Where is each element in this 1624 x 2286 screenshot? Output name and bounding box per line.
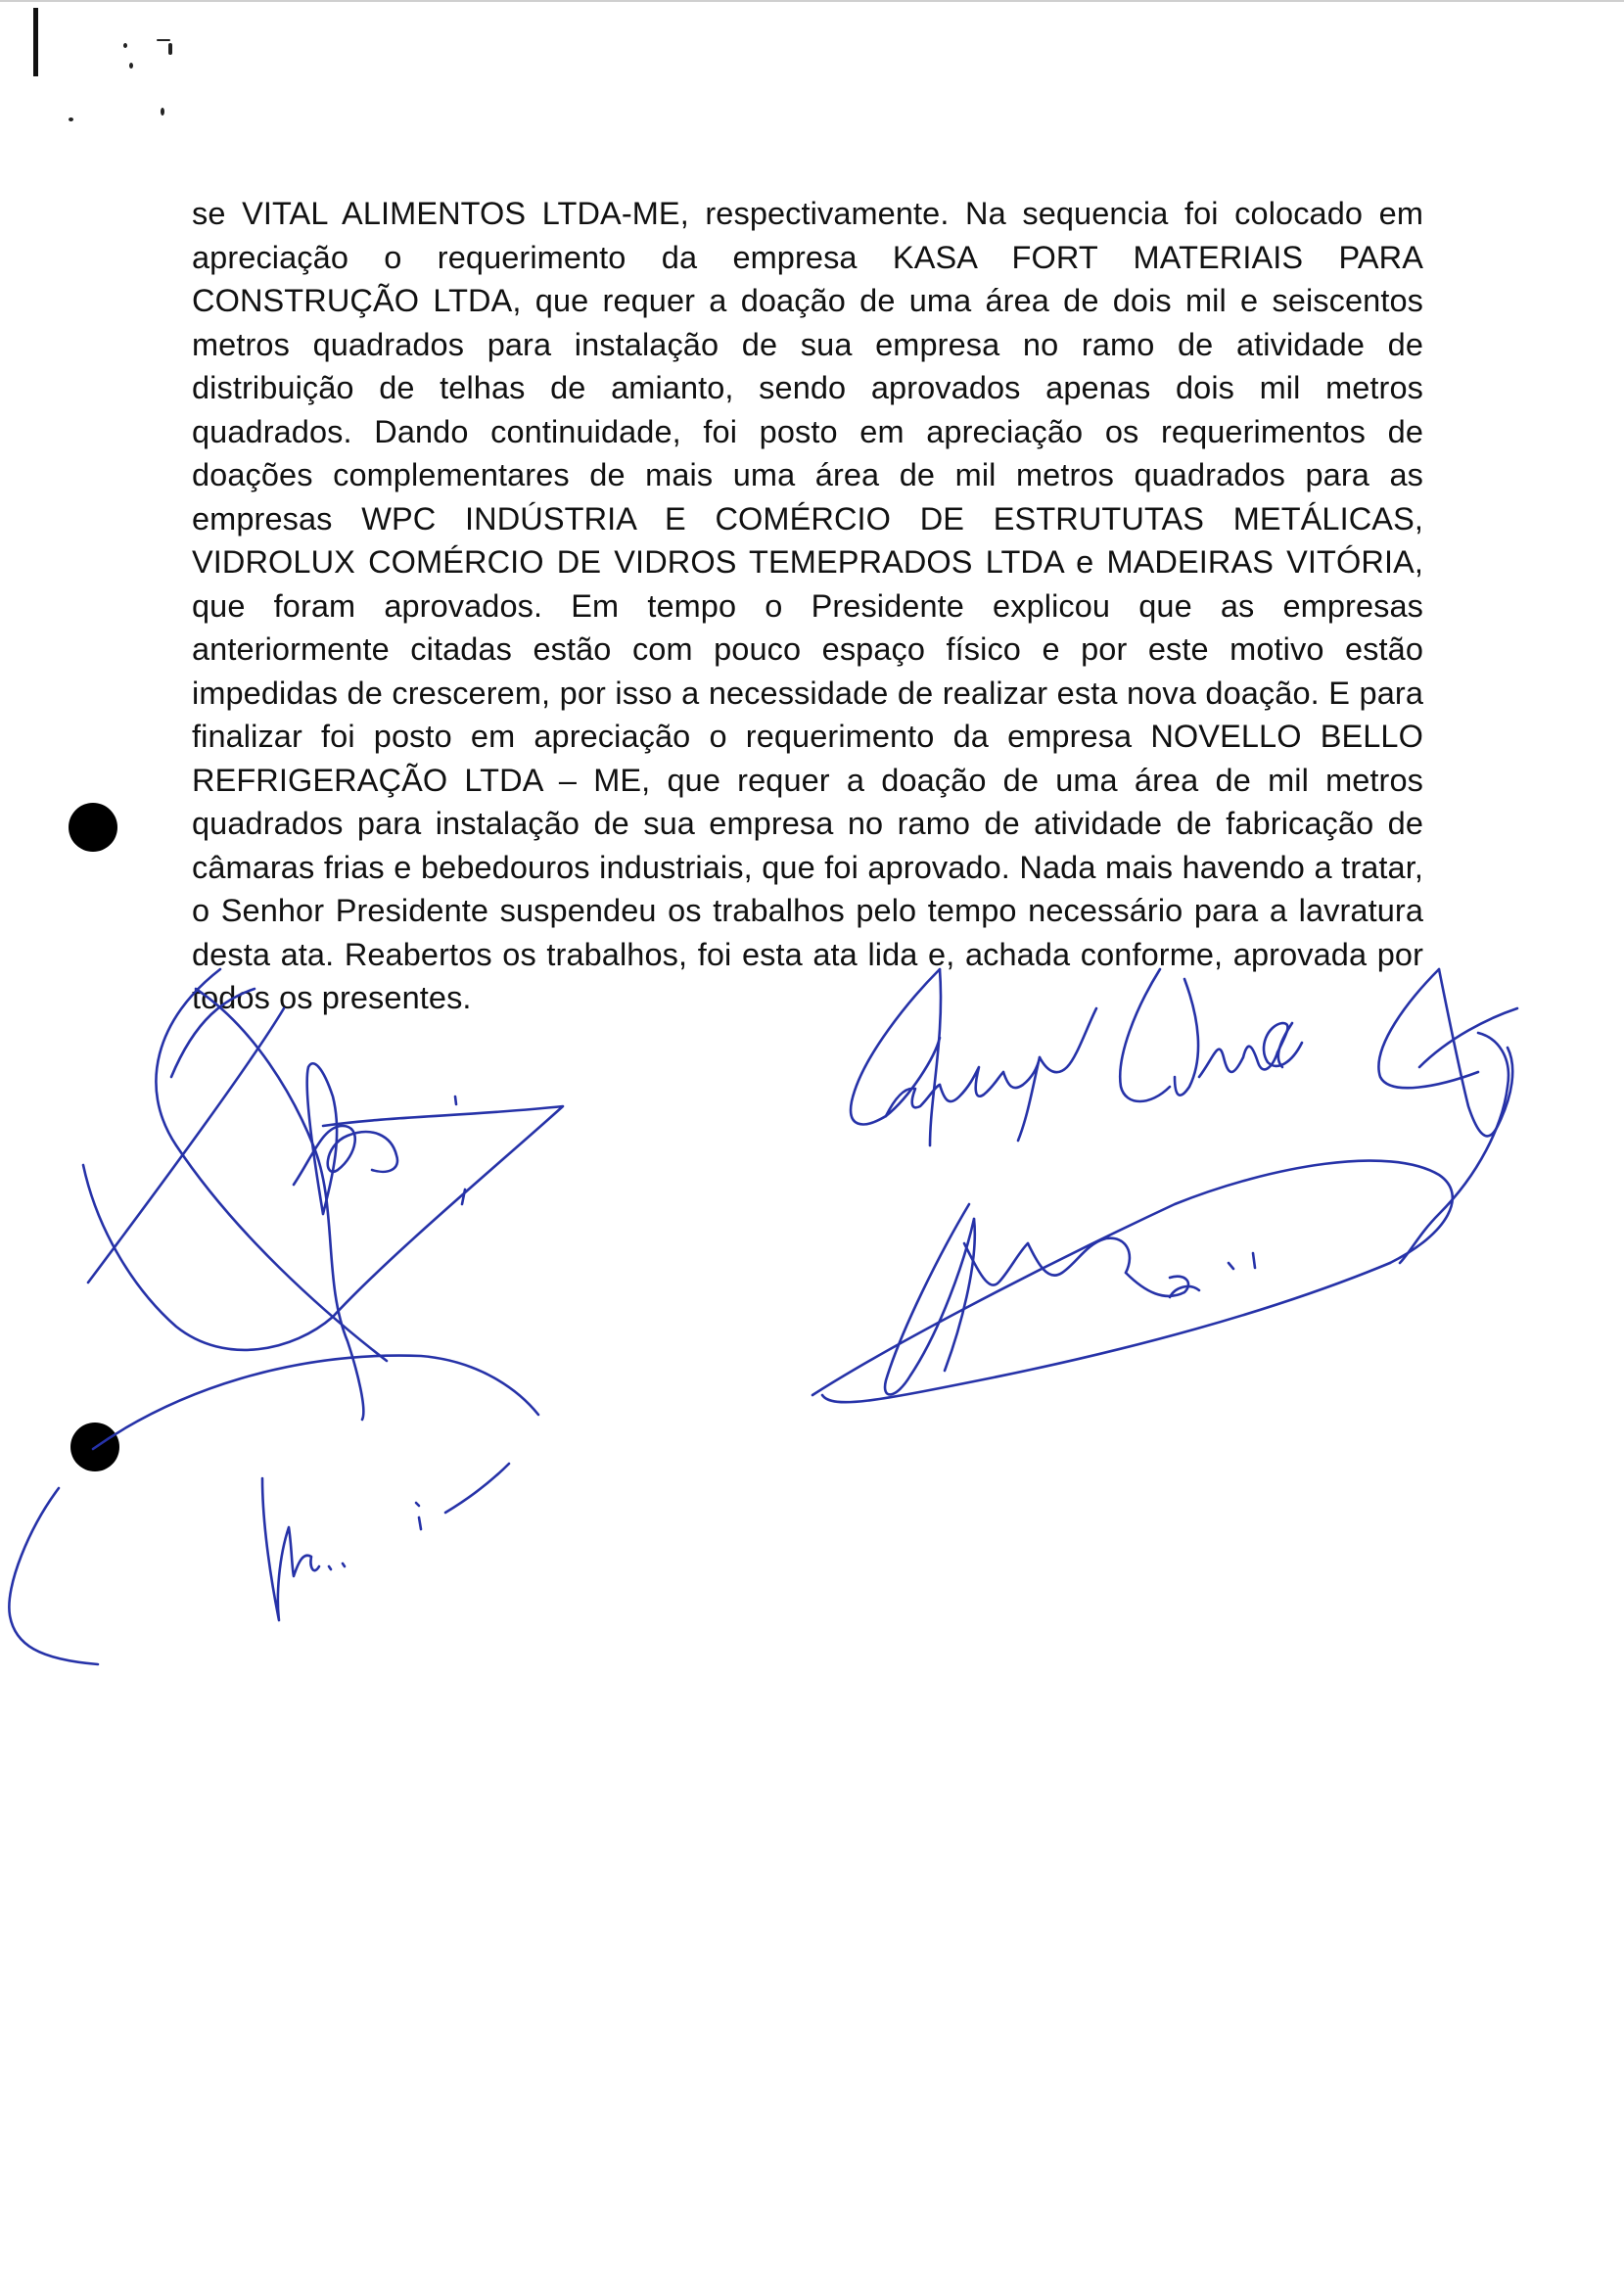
scan-speck (161, 108, 164, 116)
scan-speck (69, 117, 73, 121)
scan-speck (157, 39, 170, 41)
scan-speck (168, 43, 172, 55)
scan-speck (123, 43, 127, 48)
signature-right-lower (812, 1161, 1453, 1403)
punch-hole (70, 1423, 119, 1471)
scan-speck (129, 63, 133, 69)
document-body-text: se VITAL ALIMENTOS LTDA-ME, respectivamente. Na sequencia foi colocado em apreciação o requerimento da empresa KASA FORT MATERIAIS PARA CONSTRUÇÃO LTDA, que requer a doação de uma área de dois mil e seiscentos metros quadrados para instalação de sua empresa no ramo de atividade de distribuição de telhas de amianto, sendo aprovados apenas dois mil metros quadrados. Dando continuidade, foi posto em apreciação os requerimentos de doações complementares de mais uma área de mil metros quadrados para as empresas WPC INDÚSTRIA E COMÉRCIO DE ESTRUTUTAS METÁLICAS, VIDROLUX COMÉRCIO DE VIDROS TEMEPRADOS LTDA e MADEIRAS VITÓRIA, que foram aprovados. Em tempo o Presidente explicou que as empresas anteriormente citadas estão com pouco espaço físico e por este motivo estão impedidas de crescerem, por isso a necessidade de realizar esta nova doação. E para finalizar foi posto em apreciação o requerimento da empresa NOVELLO BELLO REFRIGERAÇÃO LTDA – ME, que requer a doação de uma área de mil metros quadrados para instalação de sua empresa no ramo de atividade de fabricação de câmaras frias e bebedouros industriais, que foi aprovado. Nada mais havendo a tratar, o Senhor Presidente suspendeu os trabalhos pelo tempo necessário para a lavratura desta ata. Reabertos os trabalhos, foi esta ata lida e, achada conforme, aprovada por todos os presentes. (192, 196, 1423, 1015)
punch-hole (69, 803, 117, 852)
scan-top-edge (0, 0, 1624, 2)
signature-left-lower (9, 1356, 538, 1664)
signature-left-upper (83, 969, 563, 1420)
scan-edge-mark (33, 8, 38, 76)
